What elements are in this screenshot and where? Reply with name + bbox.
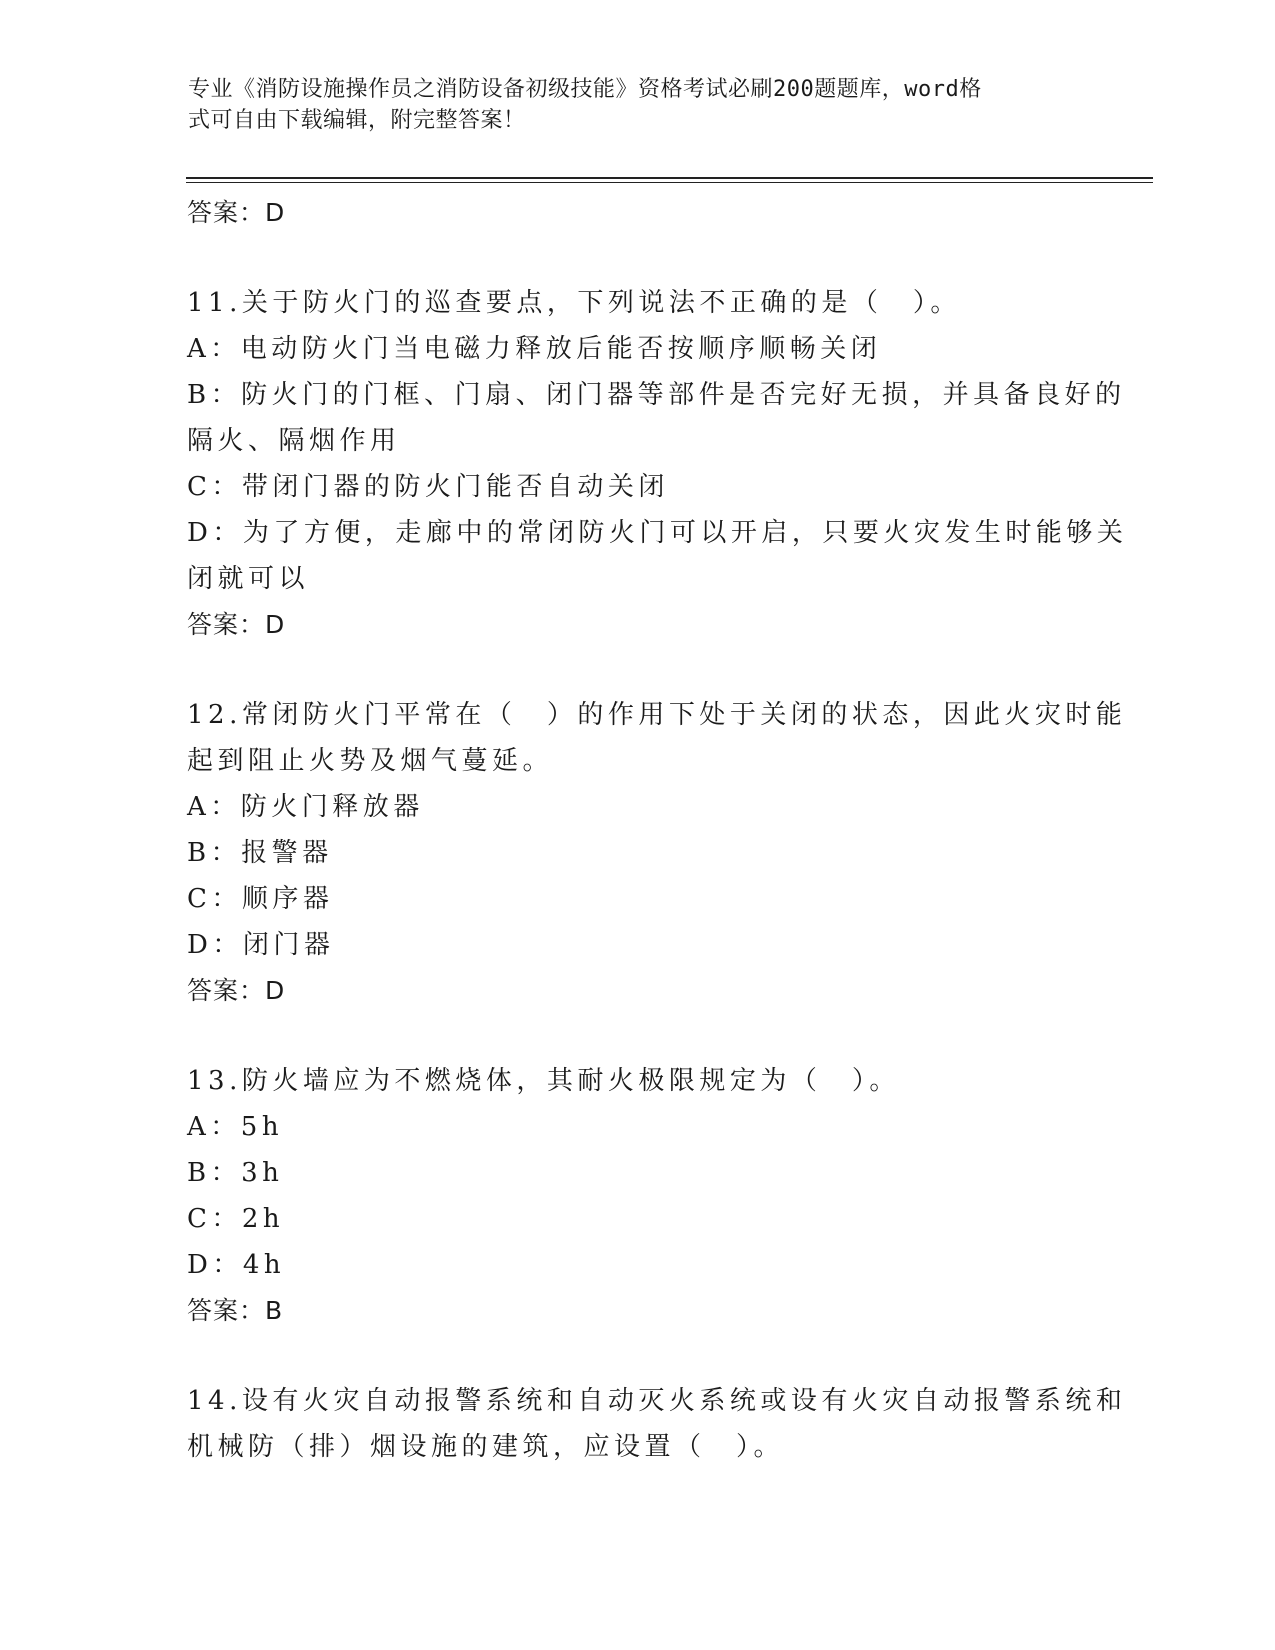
question-block: [187, 280, 1128, 648]
option-b: B：3h: [187, 1158, 284, 1188]
option-b-continued: 隔火、隔烟作用: [187, 426, 401, 456]
answer-line: 答案：D: [187, 610, 286, 639]
option-d: D：4h: [187, 1250, 286, 1280]
question-block: [187, 1058, 1087, 1334]
header-divider: [186, 177, 1153, 179]
question-text: 13.防火墙应为不燃烧体，其耐火极限规定为（ ）。: [187, 1066, 900, 1096]
answer-line: 答案：D: [187, 198, 286, 227]
header-divider-thin: [186, 182, 1153, 183]
option-d-continued: 闭就可以: [187, 564, 310, 594]
option-c: C：带闭门器的防火门能否自动关闭: [187, 472, 669, 502]
answer-line: 答案：D: [187, 976, 286, 1005]
question-text: 12.常闭防火门平常在（ ）的作用下处于关闭的状态，因此火灾时能: [187, 700, 1127, 730]
option-a: A：防火门释放器: [187, 792, 424, 822]
option-b: B：报警器: [187, 838, 333, 868]
question-text-continued: 起到阻止火势及烟气蔓延。: [187, 746, 554, 776]
option-a: A：电动防火门当电磁力释放后能否按顺序顺畅关闭: [187, 334, 882, 364]
option-d: D：为了方便，走廊中的常闭防火门可以开启，只要火灾发生时能够关: [187, 518, 1128, 548]
question-text: 14.设有火灾自动报警系统和自动灭火系统或设有火灾自动报警系统和: [187, 1386, 1127, 1416]
option-a: A：5h: [187, 1112, 284, 1142]
option-c: C：顺序器: [187, 884, 334, 914]
header-line-2: 式可自由下载编辑，附完整答案！: [188, 108, 526, 133]
document-header: [188, 74, 1068, 136]
option-b: B：防火门的门框、门扇、闭门器等部件是否完好无损，并具备良好的: [187, 380, 1126, 410]
answer-line: 答案：B: [187, 1296, 284, 1325]
question-text-continued: 机械防（排）烟设施的建筑，应设置（ ）。: [187, 1432, 785, 1462]
option-d: D：闭门器: [187, 930, 335, 960]
question-block: [187, 692, 1127, 1014]
option-c: C：2h: [187, 1204, 285, 1234]
question-list: [187, 190, 1128, 1470]
header-line-1: 专业《消防设施操作员之消防设备初级技能》资格考试必刷200题题库，word格: [188, 77, 982, 102]
question-text: 11.关于防火门的巡查要点，下列说法不正确的是（ ）。: [187, 288, 961, 318]
question-block: [187, 1378, 1127, 1470]
